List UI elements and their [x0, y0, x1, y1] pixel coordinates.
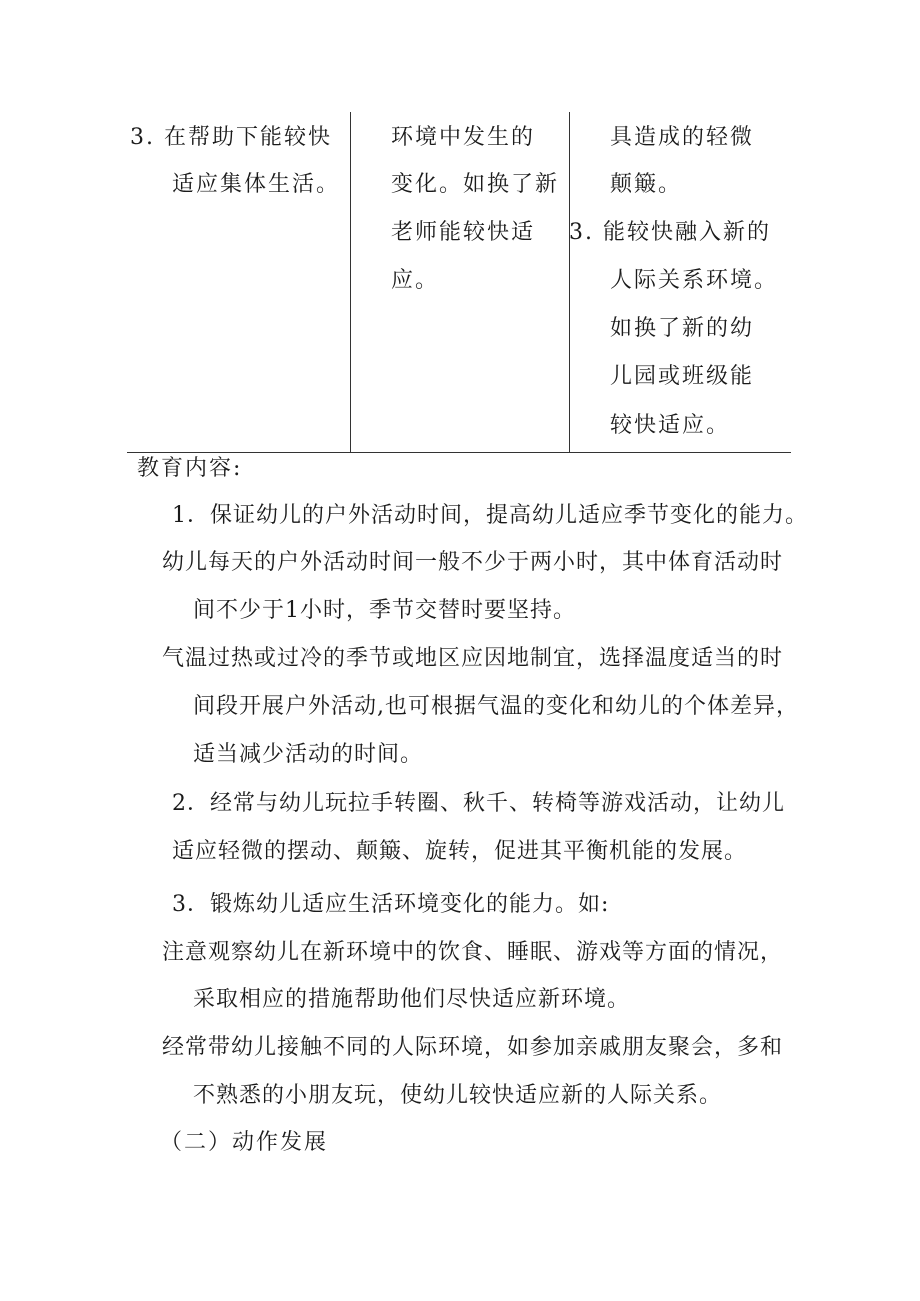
paragraph-line: 适应轻微的摆动、颠簸、旋转，促进其平衡机能的发展。 — [172, 839, 748, 864]
paragraph-line: 幼儿每天的户外活动时间一般不少于两小时，其中体育活动时 — [162, 550, 784, 575]
item-heading: 1．保证幼儿的户外活动时间，提高幼儿适应季节变化的能力。 — [172, 503, 808, 528]
table-bottom-border — [127, 452, 791, 453]
section-title: 教育内容: — [137, 456, 243, 481]
table-cell-text: 环境中发生的 — [391, 125, 536, 150]
table-cell-text: 如换了新的幼 — [610, 316, 755, 341]
table-cell-text: 具造成的轻微 — [610, 125, 755, 150]
paragraph-line: 采取相应的措施帮助他们尽快适应新环境。 — [193, 987, 631, 1012]
paragraph-line: 气温过热或过冷的季节或地区应因地制宜，选择温度适当的时 — [162, 646, 784, 671]
table-cell-text: 适应集体生活。 — [172, 172, 341, 197]
table-cell-text: 较快适应。 — [610, 413, 731, 438]
table-cell-text: 变化。如换了新 — [391, 172, 560, 197]
paragraph-line: 注意观察幼儿在新环境中的饮食、睡眠、游戏等方面的情况， — [162, 940, 784, 965]
section-heading: （二）动作发展 — [160, 1130, 329, 1155]
column-divider — [350, 112, 351, 453]
table-cell-text: 3. 在帮助下能较快 — [130, 125, 332, 150]
table-cell-text: 老师能较快适 — [391, 220, 536, 245]
table-cell-text: 人际关系环境。 — [610, 268, 779, 293]
table-cell-text: 颠簸。 — [610, 172, 683, 197]
table-cell-text: 3. 能较快融入新的 — [569, 220, 771, 245]
table-cell-text: 应。 — [391, 268, 440, 293]
item-heading: 2．经常与幼儿玩拉手转圈、秋千、转椅等游戏活动，让幼儿 — [172, 791, 785, 816]
paragraph-line: 间不少于1小时，季节交替时要坚持。 — [193, 598, 576, 623]
table-cell-text: 儿园或班级能 — [610, 364, 755, 389]
paragraph-line: 适当减少活动的时间。 — [193, 742, 424, 767]
column-divider — [569, 112, 570, 453]
paragraph-line: 经常带幼儿接触不同的人际环境，如参加亲戚朋友聚会，多和 — [162, 1035, 784, 1060]
paragraph-line: 间段开展户外活动,也可根据气温的变化和幼儿的个体差异， — [193, 694, 799, 719]
paragraph-line: 不熟悉的小朋友玩，使幼儿较快适应新的人际关系。 — [193, 1083, 723, 1108]
item-heading: 3．锻炼幼儿适应生活环境变化的能力。如: — [172, 892, 610, 917]
